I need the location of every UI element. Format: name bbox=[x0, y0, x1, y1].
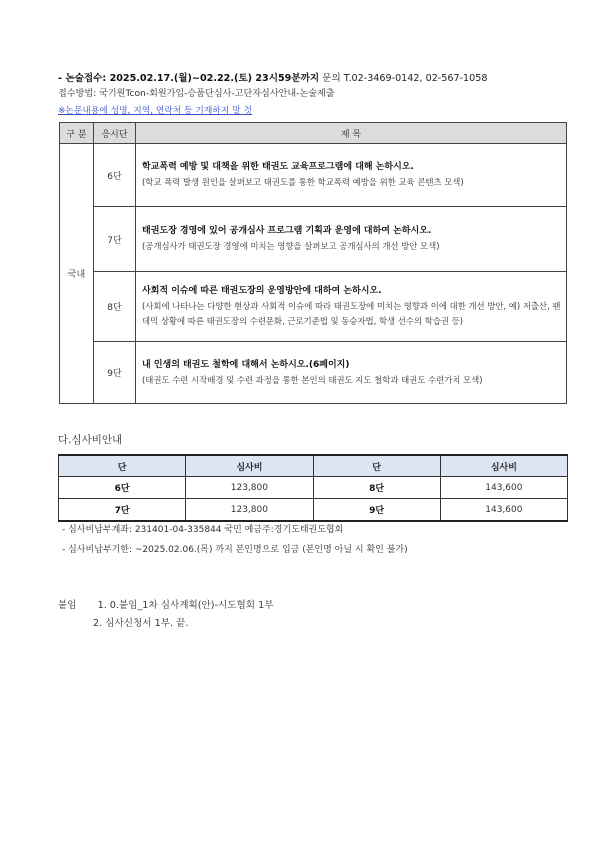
table-row bbox=[60, 342, 567, 404]
fee-header-row bbox=[59, 455, 568, 477]
header-title: 제 목 bbox=[136, 123, 567, 144]
topic-title: 내 인생의 태권도 철학에 대해서 논하시오.(6페이지) bbox=[142, 359, 350, 370]
fee-level: 9단 bbox=[313, 499, 440, 522]
topic-subtitle: (학교 폭력 발생 원인을 살펴보고 태권도를 통한 학교폭력 예방을 위한 교육 콘텐츠 모색) bbox=[142, 177, 464, 187]
topic-cell bbox=[136, 272, 567, 342]
fee-section-title: 다.심사비안내 bbox=[58, 434, 123, 446]
topic-subtitle: (태권도 수련 시작배경 및 수련 과정을 통한 본인의 태권도 지도 철학과 태권도 수련가치 모색) bbox=[142, 374, 483, 385]
fee-level: 6단 bbox=[59, 477, 186, 499]
topic-cell bbox=[136, 144, 567, 207]
topic-title: 사회적 이슈에 따른 태권도장의 운영방안에 대하여 논하시오. bbox=[142, 286, 382, 296]
fee-amount: 143,600 bbox=[440, 477, 567, 499]
warning-note: ※논문내용에 성명, 지역, 연락처 등 기재하지 말 것 bbox=[58, 106, 252, 116]
table-row bbox=[59, 499, 568, 522]
topics-header-row bbox=[60, 123, 567, 144]
submission-period bbox=[58, 70, 487, 84]
table-row bbox=[60, 144, 567, 207]
category-cell: 국내 bbox=[60, 144, 94, 404]
attachments bbox=[58, 597, 274, 611]
fee-level: 8단 bbox=[313, 477, 440, 499]
fee-header-level: 단 bbox=[313, 455, 440, 477]
fee-header-level: 단 bbox=[59, 455, 186, 477]
topic-subtitle: (사회에 나타나는 다양한 현상과 사회적 이슈에 따라 태권도장에 미치는 영향과 이에 대한 개선 방안, 예) 저출산, 팬데믹 상황에 따른 태권도장의 수련문화, 근로기준법 및 동승자법, 학생 선수의 학습권 등) bbox=[142, 301, 561, 326]
level-cell: 9단 bbox=[94, 342, 136, 404]
attachment-item: 2. 심사신청서 1부. 끝. bbox=[93, 618, 189, 629]
table-row bbox=[60, 272, 567, 342]
topics-table bbox=[59, 122, 567, 404]
fee-level: 7단 bbox=[59, 499, 186, 522]
fee-amount: 123,800 bbox=[186, 499, 313, 522]
topic-title: 태권도장 경영에 있어 공개심사 프로그램 기획과 운영에 대하여 논하시오. bbox=[142, 226, 432, 236]
header-category: 구 분 bbox=[60, 123, 94, 144]
fee-header-fee: 심사비 bbox=[440, 455, 567, 477]
topic-cell bbox=[136, 207, 567, 272]
table-row bbox=[60, 207, 567, 272]
fee-amount: 123,800 bbox=[186, 477, 313, 499]
level-cell: 8단 bbox=[94, 272, 136, 342]
level-cell: 7단 bbox=[94, 207, 136, 272]
payment-account-note: - 심사비납부계좌: 231401-04-335844 국민 예금주:경기도태권도협회 bbox=[62, 525, 344, 535]
header-level: 응시단 bbox=[94, 123, 136, 144]
level-cell: 6단 bbox=[94, 144, 136, 207]
topic-title: 학교폭력 예방 및 대책을 위한 태권도 교육프로그램에 대해 논하시오. bbox=[142, 162, 414, 172]
table-row bbox=[59, 477, 568, 499]
attachment-item: 1. 0.붙임_1차 심사계획(안)-시도협회 1부 bbox=[97, 600, 274, 611]
submission-deadline: - 논술접수: 2025.02.17.(월)~02.22.(토) 23시59분까지 bbox=[58, 73, 320, 84]
contact-phone: 문의 T.02-3469-0142, 02-567-1058 bbox=[319, 73, 488, 84]
fee-header-fee: 심사비 bbox=[186, 455, 313, 477]
topic-cell bbox=[136, 342, 567, 404]
fee-table bbox=[58, 454, 568, 522]
submission-method: 접수방법: 국기원Tcon-회원가입-승품단심사-고단자심사안내-논술제출 bbox=[58, 89, 335, 99]
payment-deadline-note: - 심사비납부기한: ~2025.02.06.(목) 까지 본인명으로 입금 (본인명 아닐 시 확인 불가) bbox=[62, 545, 408, 555]
topic-subtitle: (공개심사가 태권도장 경영에 미치는 영향을 살펴보고 공개심사의 개선 방안 모색) bbox=[142, 241, 440, 251]
fee-amount: 143,600 bbox=[440, 499, 567, 522]
attachments-label: 붙임 bbox=[58, 600, 77, 611]
